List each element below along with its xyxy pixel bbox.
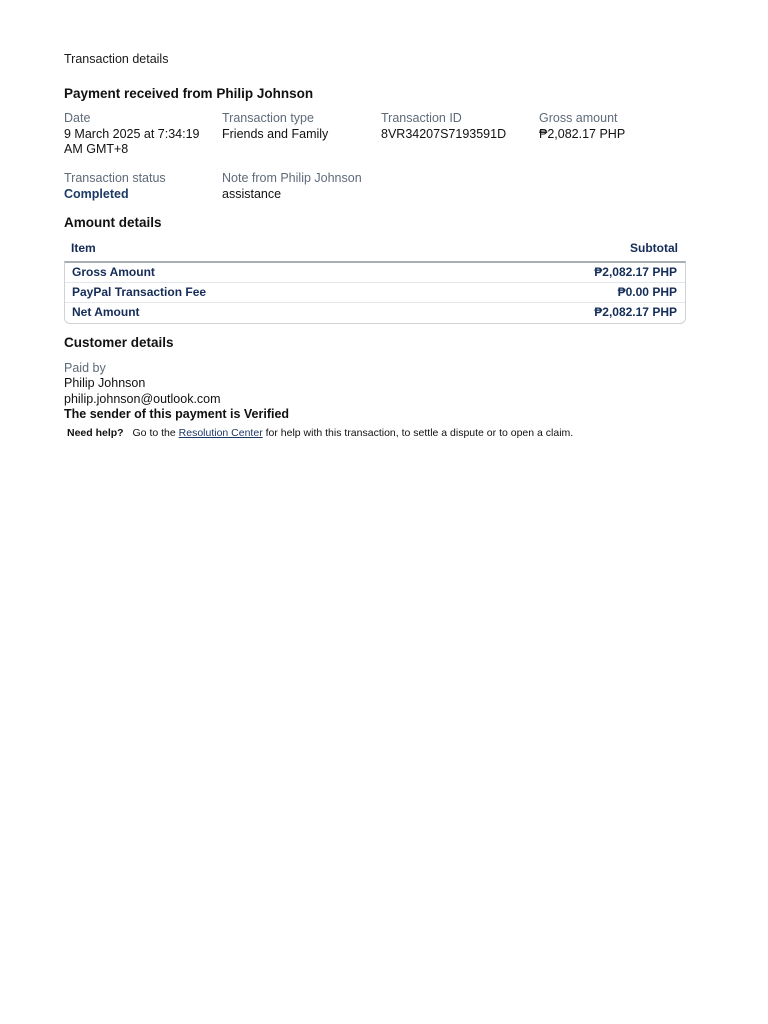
table-row: [65, 283, 685, 303]
transaction-type-field: [222, 111, 328, 142]
transaction-id-value: 8VR34207S7193591D: [381, 126, 507, 141]
transaction-type-value: Friends and Family: [222, 126, 329, 141]
customer-email: philip.johnson@outlook.com: [64, 392, 221, 406]
table-row: [65, 303, 685, 323]
row-value: ₱2,082.17 PHP: [594, 305, 677, 319]
date-label: Date: [64, 111, 91, 125]
row-item: Gross Amount: [72, 265, 155, 279]
transaction-status-field: [64, 171, 166, 202]
gross-amount-value: ₱2,082.17 PHP: [539, 126, 626, 141]
amount-details-title: Amount details: [64, 215, 162, 230]
paid-by-label: Paid by: [64, 361, 106, 375]
table-row: [65, 263, 685, 283]
note-label: Note from Philip Johnson: [222, 171, 362, 185]
customer-name: Philip Johnson: [64, 376, 146, 390]
gross-amount-field: [539, 111, 625, 142]
transaction-id-label: Transaction ID: [381, 111, 462, 125]
document-title: Transaction details: [64, 52, 169, 66]
row-item: PayPal Transaction Fee: [72, 285, 207, 299]
date-field: [64, 111, 200, 158]
row-item: Net Amount: [72, 305, 140, 319]
payment-headline: Payment received from Philip Johnson: [64, 86, 314, 101]
amount-table-header: [64, 239, 686, 259]
transaction-type-label: Transaction type: [222, 111, 314, 125]
note-field: [222, 171, 362, 202]
subtotal-column-header: Subtotal: [630, 241, 678, 255]
date-value-line1: 9 March 2025 at 7:34:19: [64, 126, 200, 141]
transaction-status-label: Transaction status: [64, 171, 166, 185]
help-line: [67, 427, 573, 439]
help-prefix: Go to the: [132, 427, 176, 439]
transaction-status-value: Completed: [64, 186, 129, 201]
item-column-header: Item: [71, 241, 96, 255]
amount-table: [64, 261, 686, 324]
help-suffix: for help with this transaction, to settle a dispute or to open a claim.: [265, 427, 574, 439]
date-value-line2: AM GMT+8: [64, 142, 129, 156]
need-help-label: Need help?: [67, 427, 124, 439]
verified-status: The sender of this payment is Verified: [64, 407, 290, 421]
resolution-center-link[interactable]: Resolution Center: [178, 427, 263, 439]
note-value: assistance: [222, 186, 282, 201]
customer-details-title: Customer details: [64, 335, 174, 350]
gross-amount-label: Gross amount: [539, 111, 618, 125]
row-value: ₱0.00 PHP: [617, 285, 677, 299]
transaction-id-field: [381, 111, 506, 142]
row-value: ₱2,082.17 PHP: [594, 265, 677, 279]
